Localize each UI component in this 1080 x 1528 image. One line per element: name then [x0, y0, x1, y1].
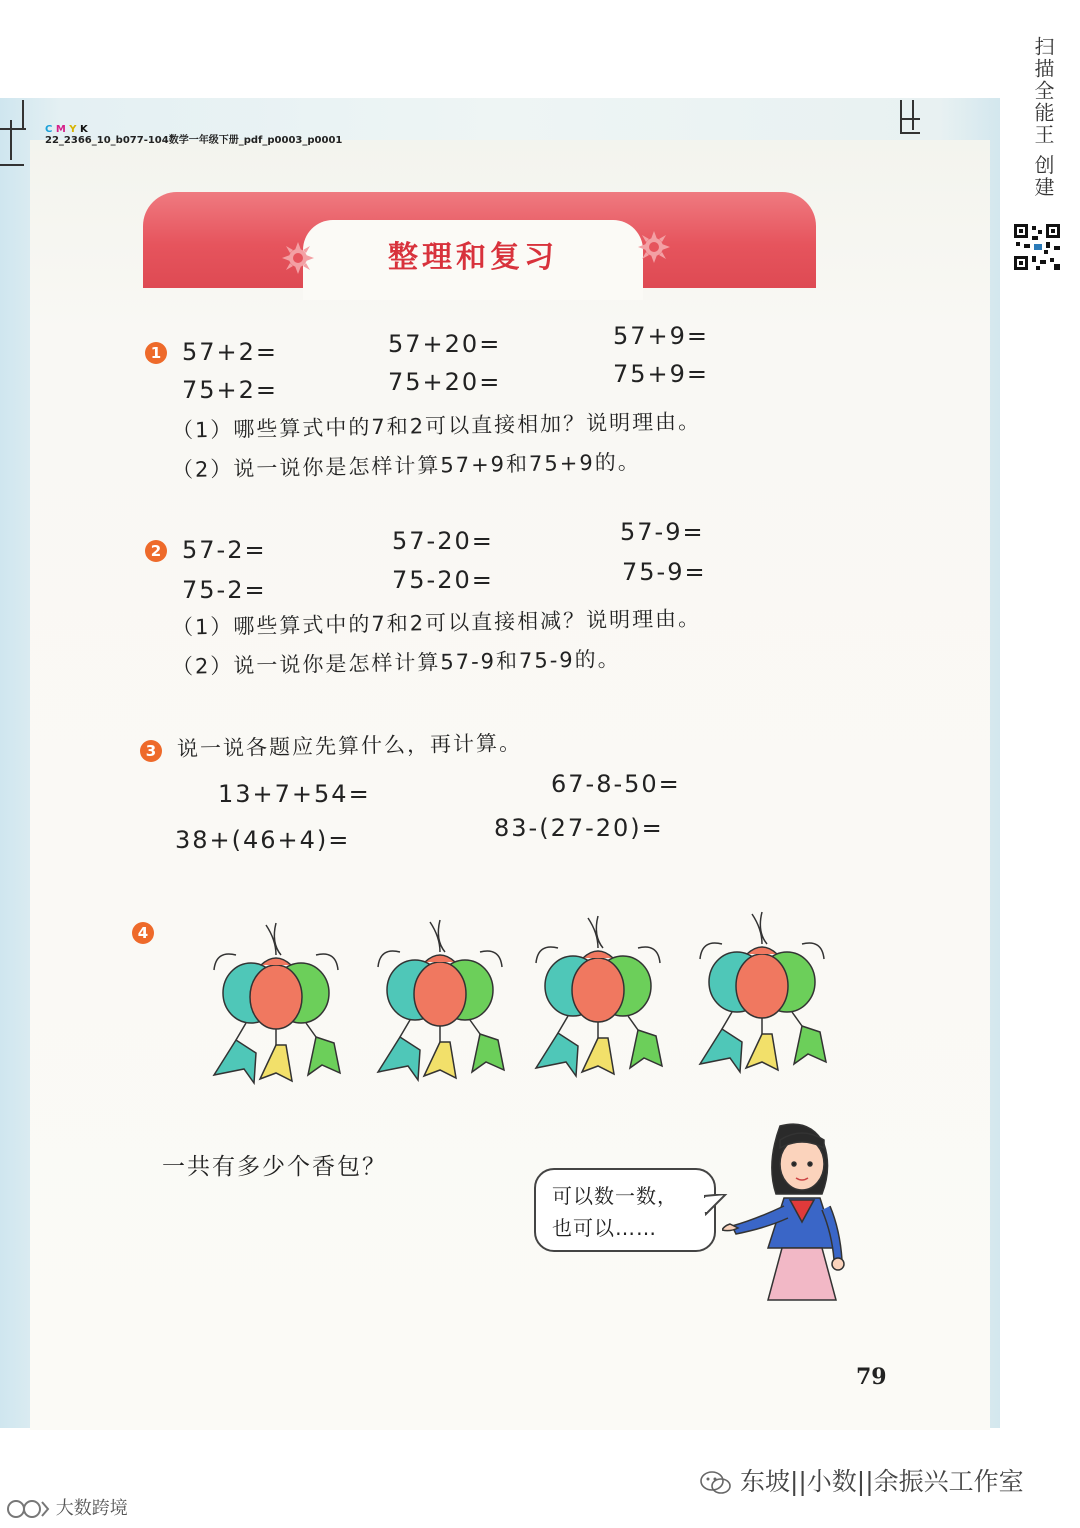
equation: 38+(46+4)= [175, 826, 351, 854]
wechat-icon [700, 1470, 732, 1496]
equation: 75-9= [622, 558, 707, 586]
watermark-left-text: 大数跨境 [55, 1498, 128, 1519]
page-title: 整理和复习 [388, 240, 558, 275]
cmyk-y: Y [69, 124, 77, 135]
equation: 75+2= [182, 376, 279, 404]
brand-logo-icon [6, 1498, 50, 1520]
equation: 57-20= [392, 527, 494, 555]
wechat-watermark [700, 1462, 1024, 1498]
flower-ornament-icon [281, 241, 315, 275]
question-text: 一共有多少个香包？ [162, 1154, 387, 1180]
crop-mark [900, 132, 920, 134]
question-text: （2）说一说你是怎样计算57+9和75+9的。 [171, 449, 641, 483]
sachet-group-icon [692, 904, 832, 1079]
top-margin [0, 0, 1080, 98]
bubble-line-2: 也可以…… [552, 1216, 657, 1240]
sachet-group-icon [370, 912, 510, 1087]
equation: 57-9= [620, 518, 705, 546]
equation: 75-2= [182, 576, 267, 604]
equation: 67-8-50= [551, 770, 681, 798]
print-header [45, 124, 342, 146]
crop-mark [900, 118, 920, 120]
flower-ornament-icon [637, 230, 671, 264]
equation: 75+9= [613, 360, 710, 388]
equation: 75+20= [388, 368, 502, 396]
sachet-group-icon [206, 915, 346, 1090]
crop-mark [900, 100, 902, 134]
sachet-group-icon [528, 908, 668, 1083]
cmyk-k: K [80, 124, 88, 135]
question-text: （2）说一说你是怎样计算57-9和75-9的。 [171, 647, 621, 679]
bubble-line-1: 可以数一数， [552, 1184, 678, 1208]
equation: 83-(27-20)= [494, 814, 664, 842]
problem-3-badge: 3 [140, 740, 162, 762]
cmyk-c: C [45, 124, 53, 135]
page-number: 79 [856, 1364, 887, 1390]
equation: 75-20= [392, 566, 494, 594]
qr-code-icon [1012, 222, 1062, 272]
question-text: 说一说各题应先算什么，再计算。 [176, 730, 523, 762]
crop-mark [912, 100, 914, 130]
problem-4-badge: 4 [132, 922, 154, 944]
girl-illustration [722, 1118, 862, 1308]
cmyk-m: M [55, 124, 66, 135]
equation: 57+9= [613, 322, 710, 350]
question-text: （1）哪些算式中的7和2可以直接相加？说明理由。 [171, 409, 702, 443]
question-text: （1）哪些算式中的7和2可以直接相减？说明理由。 [171, 606, 702, 640]
brand-watermark [6, 1494, 128, 1520]
scanner-watermark: 扫描全能王 创建 [1031, 36, 1055, 199]
watermark-right-text: 东坡||小数||余振兴工作室 [739, 1467, 1024, 1496]
problem-1-badge: 1 [145, 342, 167, 364]
crop-mark [10, 120, 12, 160]
equation: 57+2= [182, 338, 279, 366]
crop-mark [0, 164, 24, 166]
equation: 57-2= [182, 536, 267, 564]
crop-mark [22, 100, 24, 130]
equation: 13+7+54= [218, 780, 371, 808]
equation: 57+20= [388, 330, 502, 358]
file-line: 22_2366_10_b077-104数学一年级下册_pdf_p0003_p0001 [45, 135, 343, 146]
problem-2-badge: 2 [145, 540, 167, 562]
